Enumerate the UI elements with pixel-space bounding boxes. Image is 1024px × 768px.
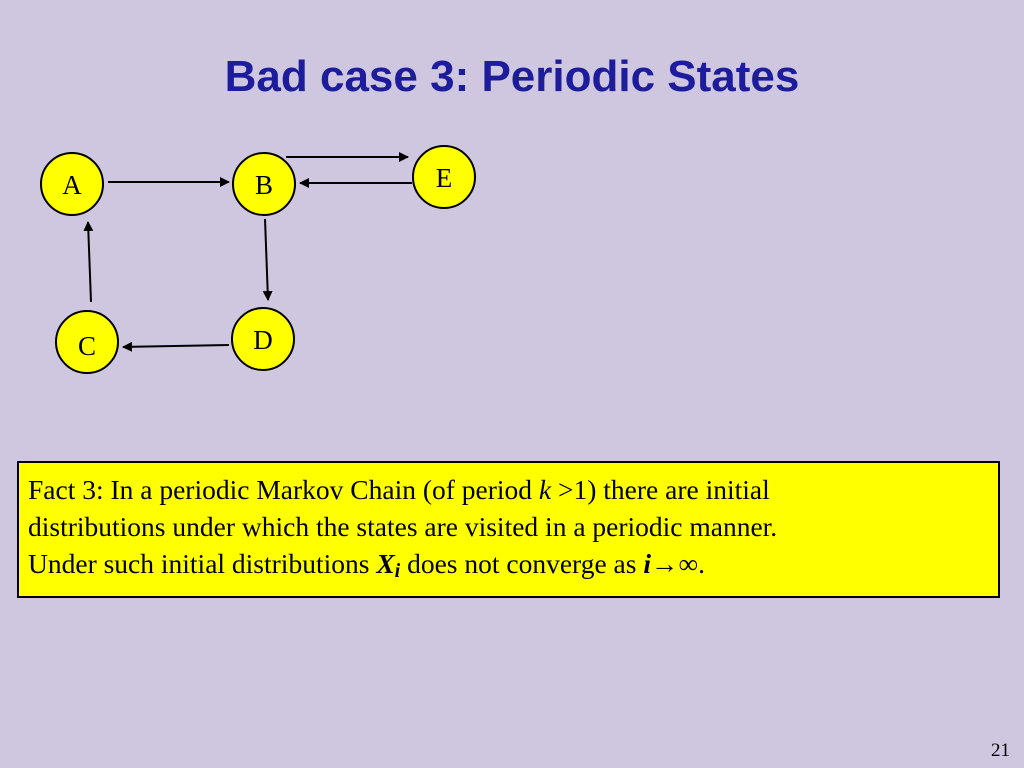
state-node-a	[41, 153, 103, 215]
edge-b-to-d	[265, 219, 268, 300]
state-node-e-label: E	[435, 163, 453, 193]
state-node-c-label: C	[77, 331, 97, 361]
random-variable-x: X	[376, 548, 395, 579]
page-number: 21	[991, 740, 1010, 761]
slide-title: Bad case 3: Periodic States	[224, 52, 800, 101]
state-node-d	[232, 308, 294, 370]
state-node-b-label: B	[254, 170, 274, 200]
fact-line-1: Fact 3: In a periodic Markov Chain (of period k >1) there are initial	[28, 474, 770, 505]
fact-line-2: distributions under which the states are visited in a periodic manner.	[28, 511, 778, 542]
random-variable-subscript: i	[394, 560, 401, 582]
period-variable: k	[538, 474, 552, 505]
edge-c-to-a	[88, 222, 91, 302]
state-node-e	[413, 146, 475, 208]
state-node-d-label: D	[253, 325, 273, 355]
index-variable: i	[643, 548, 651, 579]
state-node-b	[233, 153, 295, 215]
state-node-a-label: A	[62, 170, 82, 200]
fact-box	[17, 461, 1000, 598]
tends-to-infinity-symbol: →∞	[650, 548, 699, 579]
edge-d-to-c	[123, 345, 229, 347]
state-node-c	[56, 311, 118, 373]
fact-line-3: Under such initial distributions $X_i$ does not converge as i→∞.	[28, 548, 705, 582]
